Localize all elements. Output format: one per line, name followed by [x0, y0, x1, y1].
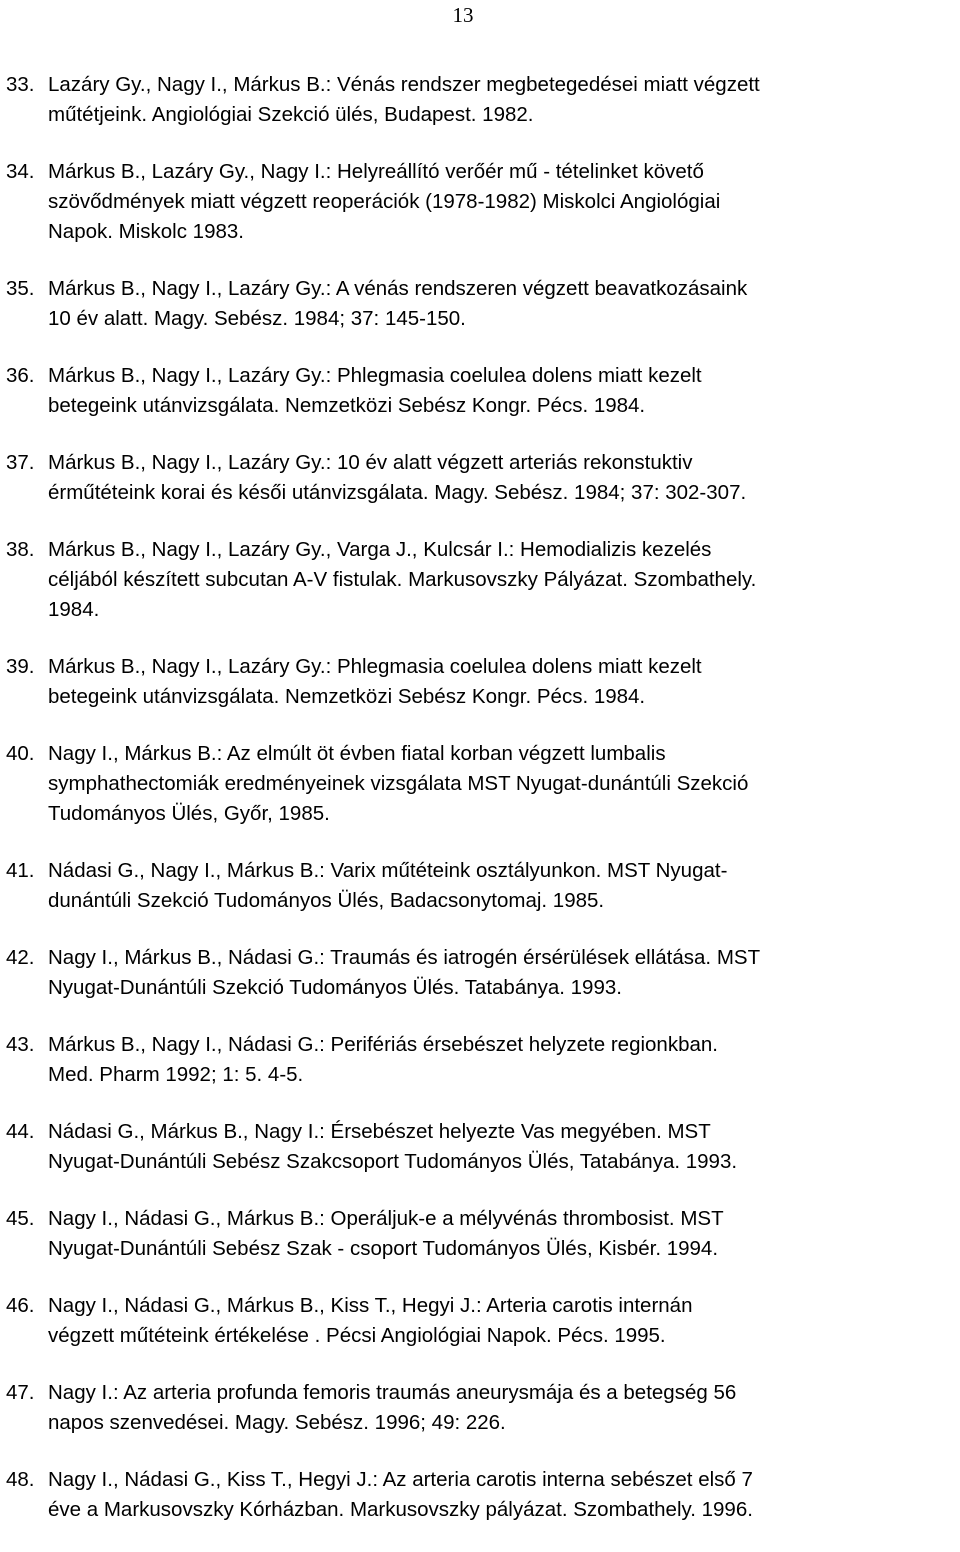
reference-item [0, 856, 960, 916]
reference-number: 38. [6, 538, 35, 561]
reference-number: 48. [6, 1468, 35, 1491]
reference-number: 43. [6, 1033, 35, 1056]
reference-text: Nádasi G., Nagy I., Márkus B.: Varix műtéteink osztályunkon. MST Nyugat- dunántúli Szekció Tudományos Ülés, Badacsonytomaj. 1985. [48, 859, 728, 912]
reference-number: 47. [6, 1381, 35, 1404]
reference-item [0, 1378, 960, 1438]
reference-item [0, 361, 960, 421]
reference-number: 37. [6, 451, 35, 474]
reference-item [0, 448, 960, 508]
reference-number: 42. [6, 946, 35, 969]
reference-text: Márkus B., Nagy I., Nádasi G.: Perifériás érsebészet helyzete regionkban. Med. Pharm 1992; 1: 5. 4-5. [48, 1033, 718, 1086]
reference-item [0, 1204, 960, 1264]
reference-number: 41. [6, 859, 35, 882]
reference-number: 33. [6, 73, 35, 96]
reference-item [0, 274, 960, 334]
reference-number: 35. [6, 277, 35, 300]
reference-text: Márkus B., Nagy I., Lazáry Gy.: Phlegmasia coelulea dolens miatt kezelt betegeink utánvizsgálata. Nemzetközi Sebész Kongr. Pécs. 1984. [48, 655, 702, 708]
reference-item [0, 652, 960, 712]
reference-number: 45. [6, 1207, 35, 1230]
reference-text: Nádasi G., Márkus B., Nagy I.: Érsebészet helyezte Vas megyében. MST Nyugat-Dunántúli Sebész Szakcsoport Tudományos Ülés, Tatabánya. 1993. [48, 1120, 738, 1173]
reference-number: 39. [6, 655, 35, 678]
reference-item [0, 1465, 960, 1525]
reference-number: 46. [6, 1294, 35, 1317]
reference-text: Nagy I.: Az arteria profunda femoris traumás aneurysmája és a betegség 56 napos szenvedései. Magy. Sebész. 1996; 49: 226. [48, 1381, 737, 1434]
page-number: 13 [452, 3, 474, 27]
reference-item [0, 535, 960, 625]
reference-item [0, 1291, 960, 1351]
reference-text: Márkus B., Nagy I., Lazáry Gy.: 10 év alatt végzett arteriás rekonstuktiv érműtéteink korai és késői utánvizsgálata. Magy. Sebész. 1984; 37: 302-307. [48, 451, 747, 504]
reference-text: Márkus B., Lazáry Gy., Nagy I.: Helyreállító verőér mű - tételinket követő szövődmények miatt végzett reoperációk (1978-1982) Miskolci Angiológiai Napok. Miskolc 1983. [48, 160, 721, 243]
reference-text: Márkus B., Nagy I., Lazáry Gy., Varga J., Kulcsár I.: Hemodializis kezelés céljából készített subcutan A-V fistulak. Markusovszky Pályázat. Szombathely. 1984. [48, 538, 757, 621]
reference-item [0, 739, 960, 829]
reference-text: Lazáry Gy., Nagy I., Márkus B.: Vénás rendszer megbetegedései miatt végzett műtétjeink. Angiológiai Szekció ülés, Budapest. 1982. [48, 73, 760, 126]
reference-item [0, 157, 960, 247]
reference-text: Nagy I., Nádasi G., Márkus B.: Operáljuk-e a mélyvénás thrombosist. MST Nyugat-Dunántúli Sebész Szak - csoport Tudományos Ülés, Kisbér. 1994. [48, 1207, 724, 1260]
reference-text: Nagy I., Nádasi G., Márkus B., Kiss T., Hegyi J.: Arteria carotis internán végzett műtéteink értékelése . Pécsi Angiológiai Napok. Pécs. 1995. [48, 1294, 693, 1347]
reference-item [0, 1117, 960, 1177]
reference-number: 44. [6, 1120, 35, 1143]
reference-text: Márkus B., Nagy I., Lazáry Gy.: Phlegmasia coelulea dolens miatt kezelt betegeink utánvizsgálata. Nemzetközi Sebész Kongr. Pécs. 1984. [48, 364, 702, 417]
reference-number: 34. [6, 160, 35, 183]
reference-list [0, 70, 960, 1552]
reference-item [0, 943, 960, 1003]
reference-text: Nagy I., Nádasi G., Kiss T., Hegyi J.: Az arteria carotis interna sebészet első 7 éve a Markusovszky Kórházban. Markusovszky pályázat. Szombathely. 1996. [48, 1468, 753, 1521]
reference-item [0, 70, 960, 130]
reference-text: Nagy I., Márkus B.: Az elmúlt öt évben fiatal korban végzett lumbalis symphathectomiák eredményeinek vizsgálata MST Nyugat-dunántúli Szekció Tudományos Ülés, Győr, 1985. [48, 742, 749, 825]
reference-text: Márkus B., Nagy I., Lazáry Gy.: A vénás rendszeren végzett beavatkozásaink 10 év alatt. Magy. Sebész. 1984; 37: 145-150. [48, 277, 748, 330]
reference-number: 40. [6, 742, 35, 765]
reference-item [0, 1030, 960, 1090]
reference-number: 36. [6, 364, 35, 387]
reference-text: Nagy I., Márkus B., Nádasi G.: Traumás és iatrogén érsérülések ellátása. MST Nyugat-Dunántúli Szekció Tudományos Ülés. Tatabánya. 1993. [48, 946, 761, 999]
